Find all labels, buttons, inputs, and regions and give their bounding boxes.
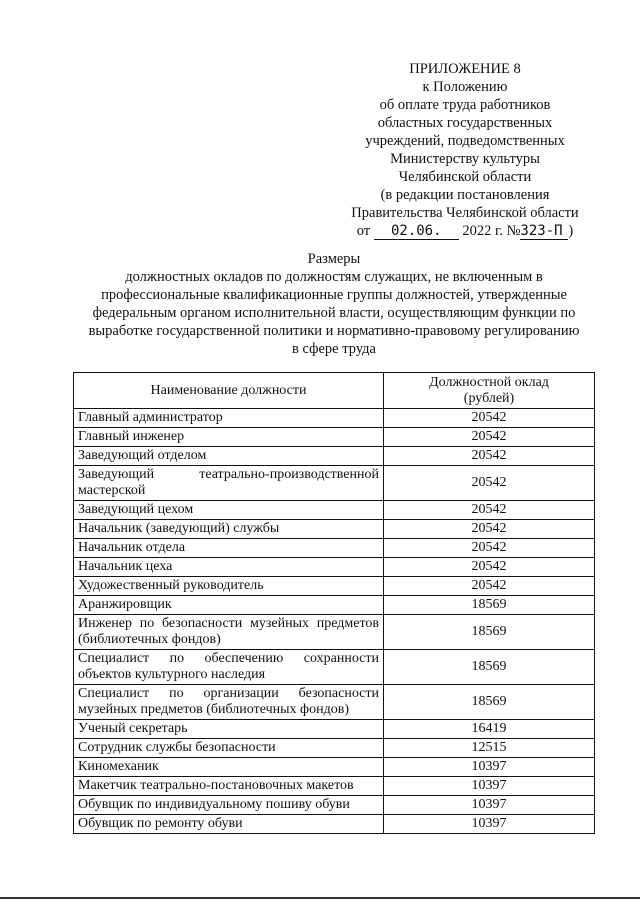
closing-paren: ) (568, 223, 574, 239)
appendix-line: Министерству культуры (390, 151, 540, 167)
table-row (74, 577, 595, 596)
table-row (74, 796, 595, 815)
table-row (74, 539, 595, 558)
position-name: Аранжировщик (74, 596, 384, 615)
position-name: Сотрудник службы безопасности (74, 739, 384, 758)
position-name: Макетчик театрально-постановочных макетов (74, 777, 384, 796)
appendix-date-line (330, 222, 600, 240)
position-name: Главный инженер (74, 428, 384, 447)
salary-value: 10397 (384, 758, 595, 777)
table-header-row (74, 373, 595, 409)
appendix-line: учреждений, подведомственных (365, 133, 565, 149)
table-row (74, 409, 595, 428)
appendix-line: Правительства Челябинской области (351, 205, 579, 221)
salary-value: 18569 (384, 615, 595, 650)
salary-value: 20542 (384, 558, 595, 577)
salary-value: 18569 (384, 596, 595, 615)
salary-value: 18569 (384, 650, 595, 685)
header-position: Наименование должности (74, 373, 384, 409)
salary-value: 12515 (384, 739, 595, 758)
table-row (74, 520, 595, 539)
heading-line: профессиональные квалификационные группы должностей, утвержденные (101, 287, 567, 303)
header-salary-line2: (рублей) (463, 390, 515, 406)
table-row (74, 596, 595, 615)
heading-line: в сфере труда (292, 341, 376, 357)
position-name: Художественный руководитель (74, 577, 384, 596)
salary-table (73, 372, 595, 834)
salary-value: 20542 (384, 409, 595, 428)
appendix-line: об оплате труда работников (379, 97, 551, 113)
position-name: Заведующий театрально-производственной мастерской (74, 466, 384, 501)
position-name: Заведующий отделом (74, 447, 384, 466)
position-name: Специалист по организации безопасности музейных предметов (библиотечных фондов) (74, 685, 384, 720)
position-name: Специалист по обеспечению сохранности объектов культурного наследия (74, 650, 384, 685)
table-row (74, 758, 595, 777)
table-row (74, 685, 595, 720)
position-name: Киномеханик (74, 758, 384, 777)
salary-value: 10397 (384, 815, 595, 834)
year-text: 2022 г. № (462, 223, 521, 239)
heading-title: Размеры (307, 251, 361, 267)
appendix-block (330, 60, 600, 240)
handwritten-date: 02.06. (374, 224, 459, 240)
table-row (74, 447, 595, 466)
header-salary-line1: Должностной оклад (429, 374, 549, 390)
position-name: Обувщик по ремонту обуви (74, 815, 384, 834)
table-row (74, 428, 595, 447)
salary-value: 20542 (384, 466, 595, 501)
appendix-line: областных государственных (377, 115, 553, 131)
table-row (74, 815, 595, 834)
salary-value: 16419 (384, 720, 595, 739)
salary-value: 20542 (384, 520, 595, 539)
salary-value: 20542 (384, 539, 595, 558)
salary-value: 10397 (384, 796, 595, 815)
appendix-line: к Положению (422, 79, 508, 95)
salary-value: 20542 (384, 577, 595, 596)
table-row (74, 501, 595, 520)
salary-value: 20542 (384, 501, 595, 520)
document-heading (60, 250, 608, 358)
position-name: Начальник (заведующий) службы (74, 520, 384, 539)
date-prefix: от (356, 223, 371, 239)
table-row (74, 777, 595, 796)
appendix-line: Челябинской области (398, 169, 532, 185)
appendix-line: (в редакции постановления (380, 187, 550, 203)
salary-value: 10397 (384, 777, 595, 796)
table-row (74, 466, 595, 501)
handwritten-number: 323-П (520, 224, 568, 240)
position-name: Начальник отдела (74, 539, 384, 558)
header-salary (384, 373, 595, 409)
page-bottom-edge (0, 897, 640, 899)
salary-value: 20542 (384, 428, 595, 447)
position-name: Обувщик по индивидуальному пошиву обуви (74, 796, 384, 815)
table-row (74, 739, 595, 758)
position-name: Инженер по безопасности музейных предметов (библиотечных фондов) (74, 615, 384, 650)
table-row (74, 558, 595, 577)
heading-line: должностных окладов по должностям служащих, не включенным в (125, 269, 543, 285)
table-row (74, 615, 595, 650)
position-name: Начальник цеха (74, 558, 384, 577)
position-name: Ученый секретарь (74, 720, 384, 739)
position-name: Главный администратор (74, 409, 384, 428)
table-row (74, 720, 595, 739)
table-row (74, 650, 595, 685)
salary-value: 18569 (384, 685, 595, 720)
salary-value: 20542 (384, 447, 595, 466)
table-body (74, 409, 595, 834)
appendix-title: ПРИЛОЖЕНИЕ 8 (409, 61, 521, 77)
heading-line: федеральным органом исполнительной власти, осуществляющим функции по (92, 305, 576, 321)
heading-line: выработке государственной политики и нормативно-правовому регулированию (88, 323, 580, 339)
position-name: Заведующий цехом (74, 501, 384, 520)
